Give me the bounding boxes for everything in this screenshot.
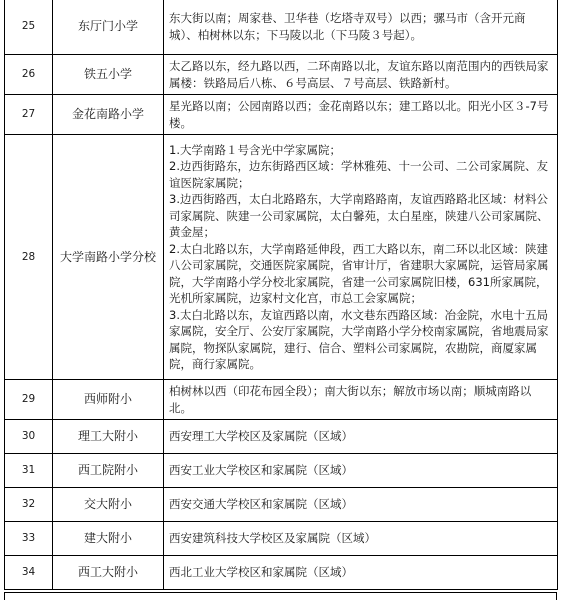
- table-row: [5, 420, 558, 454]
- district-area: [164, 454, 558, 488]
- area-line: 西安理工大学校区及家属院（区域）: [169, 429, 353, 444]
- row-number: 31: [5, 454, 53, 488]
- district-area: [164, 488, 558, 522]
- row-number: 29: [5, 380, 53, 420]
- district-area: [164, 380, 558, 420]
- table-row: [5, 135, 558, 380]
- school-name: 交大附小: [53, 488, 164, 522]
- school-name: 铁五小学: [53, 55, 164, 95]
- row-number: 27: [5, 95, 53, 135]
- area-line: 西北工业大学校区和家属院（区域）: [169, 565, 353, 580]
- row-number: 26: [5, 55, 53, 95]
- row-number: 32: [5, 488, 53, 522]
- area-line: 2.边西街路东，边东街路西区域：学林雅苑、十一公司、二公司家属院、友谊医院家属院；: [169, 159, 548, 190]
- district-area: [164, 95, 558, 135]
- school-name: 西师附小: [53, 380, 164, 420]
- area-line: 东大街以南；周家巷、卫华巷（圪塔寺双号）以西；骡马市（含开元商城）、柏树林以东；下马陵以北（下马陵３号起）。: [169, 11, 526, 42]
- row-number: 30: [5, 420, 53, 454]
- area-line: 西安交通大学校区和家属院（区域）: [169, 497, 353, 512]
- table-row: [5, 556, 558, 590]
- row-number: 33: [5, 522, 53, 556]
- district-area: [164, 420, 558, 454]
- school-district-table: [4, 0, 558, 590]
- area-line: 西安工业大学校区和家属院（区域）: [169, 463, 353, 478]
- table-body: [5, 0, 558, 590]
- school-name: 理工大附小: [53, 420, 164, 454]
- school-name: 建大附小: [53, 522, 164, 556]
- district-area: [164, 55, 558, 95]
- district-area: [164, 0, 558, 55]
- table-row: [5, 488, 558, 522]
- district-area: [164, 556, 558, 590]
- table-row: [5, 55, 558, 95]
- school-name: 西工院附小: [53, 454, 164, 488]
- area-line: 3.边西街路西，太白北路路东，大学南路路南，友谊西路路北区域：材料公司家属院、陕建一公司家属院，太白馨苑，太白星座，陕建八公司家属院、黄金屋；: [169, 192, 549, 239]
- area-line: 西安建筑科技大学校区及家属院（区域）: [169, 531, 376, 546]
- table-row: [5, 454, 558, 488]
- row-number: 34: [5, 556, 53, 590]
- school-name: 大学南路小学分校: [53, 135, 164, 380]
- area-line: 2.太白北路以东，大学南路延伸段，西工大路以东，南二环以北区域：陕建八公司家属院，交通医院家属院，省审计厅，省建职大家属院，运管局家属院，大学南路小学分校北家属院，省建一公司家属院旧楼，631所家属院，光机所家属院，边家村文化宫，市总工会家属院；: [169, 241, 549, 305]
- table-row: [5, 0, 558, 55]
- table-row: [5, 522, 558, 556]
- area-line: 太乙路以东，经九路以西，二环南路以北，友谊东路以南范围内的西铁局家属楼：铁路局后八栋、６号高层、７号高层、铁路新村。: [169, 59, 549, 90]
- school-name: 金花南路小学: [53, 95, 164, 135]
- area-line: 星光路以南；公园南路以西；金花南路以东；建工路以北。阳光小区３-7号楼。: [169, 99, 549, 130]
- row-number: 25: [5, 0, 53, 55]
- school-name: 东厅门小学: [53, 0, 164, 55]
- area-line: 3.太白北路以东，友谊西路以南，水文巷东西路区域：冶金院，水电十五局家属院，安全厅、公安厅家属院，大学南路小学分校南家属院，省地震局家属院，物探队家属院，建行、信合、塑料公司家属院，农勘院，商厦家属院，商行家属院。: [169, 307, 549, 371]
- school-name: 西工大附小: [53, 556, 164, 590]
- table-row: [5, 95, 558, 135]
- area-line: 1.大学南路１号含光中学家属院；: [169, 142, 341, 157]
- district-area: [164, 135, 558, 380]
- row-number: 28: [5, 135, 53, 380]
- table-row: [5, 380, 558, 420]
- district-area: [164, 522, 558, 556]
- next-row-partial: [4, 592, 557, 600]
- area-line: 柏树林以西（印花布园全段）；南大街以东；解放市场以南；顺城南路以北。: [169, 384, 532, 415]
